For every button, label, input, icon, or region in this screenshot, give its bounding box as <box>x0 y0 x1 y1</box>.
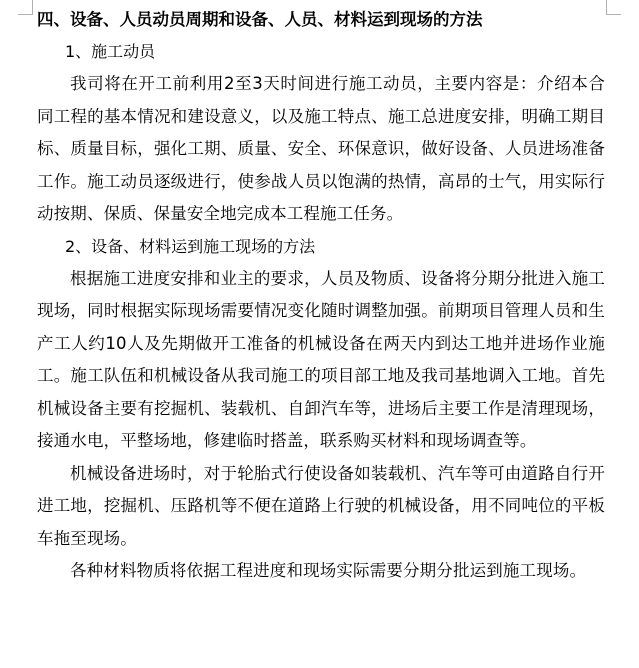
paragraph-equipment-entry: 机械设备进场时，对于轮胎式行使设备如装载机、汽车等可由道路自行开进工地，挖掘机、压路机等不便在道路上行驶的机械设备，用不同吨位的平板车拖至现场。 <box>37 463 605 548</box>
paragraph-material-delivery: 各种材料物质将依据工程进度和现场实际需要分期分批运到施工现场。 <box>70 561 587 580</box>
page-corner-mark-left <box>18 0 33 15</box>
subsection-title-mobilization: 1、施工动员 <box>65 42 156 61</box>
paragraph-transport-plan: 根据施工进度安排和业主的要求，人员及物质、设备将分期分批进入施工现场，同时根据实际现场需要情况变化随时调整加强。前期项目管理人员和生产工人约10人及先期做开工准备的机械设备在两天内到达工地并进场作业施工。施工队伍和机械设备从我司施工的项目部工地及我司基地调入工地。首先机械设备主要有挖掘机、装载机、自卸汽车等，进场后主要工作是清理现场，接通水电，平整场地，修建临时搭盖，联系购买材料和现场调查等。 <box>37 268 605 450</box>
document-body <box>37 4 605 588</box>
section-heading: 四、设备、人员动员周期和设备、人员、材料运到现场的方法 <box>37 10 483 29</box>
page-corner-mark-right <box>606 0 621 15</box>
subsection-title-transport: 2、设备、材料运到施工现场的方法 <box>65 236 316 256</box>
paragraph-mobilization: 我司将在开工前利用2至3天时间进行施工动员，主要内容是：介绍本合同工程的基本情况和建设意义，以及施工特点、施工总进度安排，明确工期目标、质量目标，强化工期、质量、安全、环保意识，做好设备、人员进场准备工作。施工动员逐级进行，使参战人员以饱满的热情，高昂的士气，用实际行动按期、保质、保量安全地完成本工程施工任务。 <box>37 74 605 223</box>
